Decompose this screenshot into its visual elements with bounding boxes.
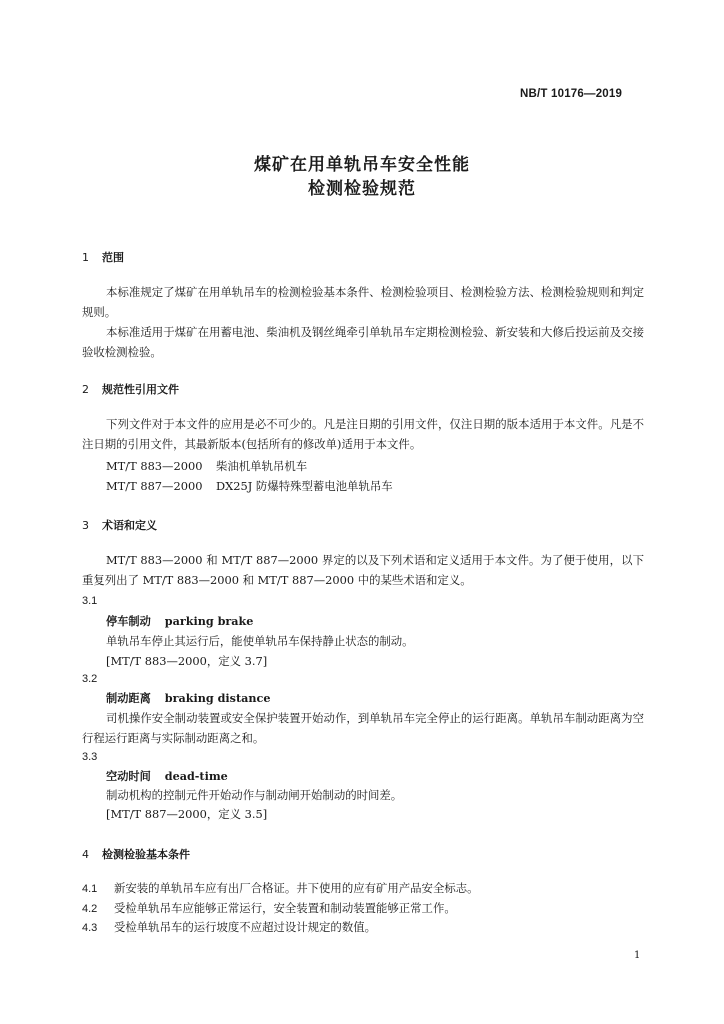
term-heading [106, 768, 228, 784]
condition-text: 受检单轨吊车应能够正常运行，安全装置和制动装置能够正常工作。 [114, 901, 456, 915]
condition-item [82, 900, 456, 916]
section-title: 检测检验基本条件 [102, 848, 190, 861]
condition-item [82, 880, 479, 896]
section-number: 4 [82, 848, 89, 861]
section-3-paragraph-1: MT/T 883—2000 和 MT/T 887—2000 界定的以及下列术语和定义适用于本文件。为了便于使用，以下重复列出了 MT/T 883—2000 和 MT/T 887—2000 中的某些术语和定义。 [82, 553, 644, 587]
section-title: 术语和定义 [102, 519, 157, 532]
section-1-heading [82, 249, 124, 265]
section-title: 规范性引用文件 [102, 383, 179, 396]
condition-text: 受检单轨吊车的运行坡度不应超过设计规定的数值。 [114, 920, 376, 934]
term-chinese: 空动时间 [106, 770, 151, 783]
term-heading [106, 613, 253, 629]
term-source: [MT/T 887—2000，定义 3.5] [106, 807, 268, 821]
section-3-heading [82, 517, 157, 533]
term-number: 3.3 [82, 751, 98, 763]
term-heading [106, 690, 270, 706]
term-chinese: 制动距离 [106, 692, 151, 705]
reference-title: DX25J 防爆特殊型蓄电池单轨吊车 [216, 479, 393, 493]
term-number: 3.2 [82, 673, 98, 685]
term-definition: 单轨吊车停止其运行后，能使单轨吊车保持静止状态的制动。 [106, 634, 414, 648]
section-2-paragraph-1: 下列文件对于本文件的应用是必不可少的。凡是注日期的引用文件，仅注日期的版本适用于本文件。凡是不注日期的引用文件，其最新版本(包括所有的修改单)适用于本文件。 [82, 417, 644, 451]
term-definition: 司机操作安全制动装置或安全保护装置开始动作，到单轨吊车完全停止的运行距离。单轨吊车制动距离为空行程运行距离与实际制动距离之和。 [82, 711, 644, 745]
term-english: braking distance [164, 691, 271, 705]
normative-reference [106, 458, 307, 474]
reference-code: MT/T 883—2000 [106, 459, 203, 473]
section-1-paragraph-2: 本标准适用于煤矿在用蓄电池、柴油机及钢丝绳牵引单轨吊车定期检测检验、新安装和大修后投运前及交接验收检测检验。 [82, 325, 644, 359]
section-number: 1 [82, 251, 89, 264]
section-title: 范围 [102, 251, 124, 264]
condition-item [82, 919, 376, 935]
condition-number: 4.1 [82, 883, 98, 895]
page-number: 1 [634, 950, 641, 961]
reference-title: 柴油机单轨吊机车 [216, 459, 308, 473]
condition-number: 4.2 [82, 903, 98, 915]
section-1-paragraph-1: 本标准规定了煤矿在用单轨吊车的检测检验基本条件、检测检验项目、检测检验方法、检测检验规则和判定规则。 [82, 285, 644, 319]
term-definition: 制动机构的控制元件开始动作与制动闸开始制动的时间差。 [106, 788, 403, 802]
term-source: [MT/T 883—2000，定义 3.7] [106, 654, 268, 668]
document-title-line2: 检测检验规范 [308, 179, 416, 199]
section-number: 3 [82, 519, 89, 532]
standard-code: NB/T 10176—2019 [520, 88, 623, 100]
term-number: 3.1 [82, 595, 98, 607]
normative-reference [106, 478, 393, 494]
condition-text: 新安装的单轨吊车应有出厂合格证。井下使用的应有矿用产品安全标志。 [114, 881, 479, 895]
section-number: 2 [82, 383, 89, 396]
term-english: dead-time [164, 769, 228, 783]
term-chinese: 停车制动 [106, 615, 151, 628]
reference-code: MT/T 887—2000 [106, 479, 203, 493]
section-4-heading [82, 846, 190, 862]
section-2-heading [82, 381, 179, 397]
document-title-line1: 煤矿在用单轨吊车安全性能 [254, 155, 470, 175]
term-english: parking brake [164, 614, 254, 628]
condition-number: 4.3 [82, 922, 98, 934]
